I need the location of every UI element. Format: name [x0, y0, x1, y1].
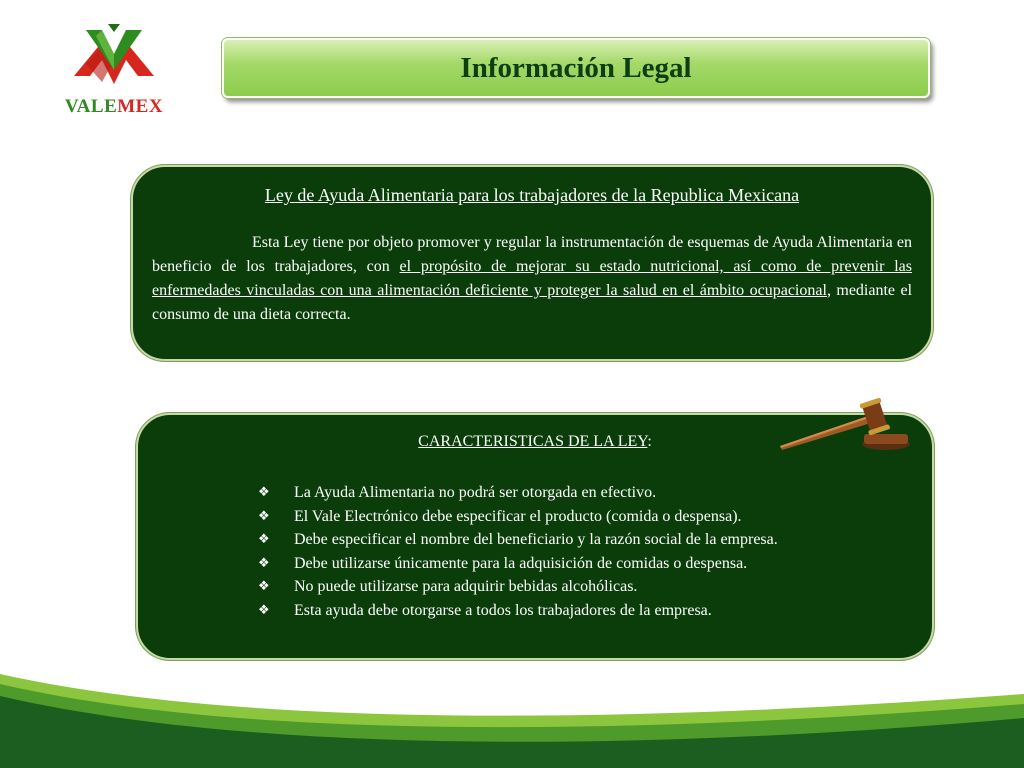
- list-item-text: Debe utilizarse únicamente para la adquisición de comidas o despensa.: [294, 554, 748, 572]
- bullet-diamond-icon: ❖: [258, 532, 270, 548]
- valemex-logo: [62, 24, 166, 124]
- list-item: [258, 552, 778, 576]
- bottom-wave-decoration: [0, 660, 1024, 768]
- law-description-underlined: el propósito de mejorar su estado nutricional, así como de prevenir las enfermedades vinculadas con una alimentación deficiente y proteger la salud en el ámbito ocupacional: [152, 258, 913, 299]
- bullet-diamond-icon: ❖: [258, 485, 270, 500]
- list-item-text: Esta ayuda debe otorgarse a todos los trabajadores de la empresa.: [294, 601, 712, 619]
- characteristics-heading-text: CARACTERISTICAS DE LA LEY: [418, 433, 648, 450]
- characteristics-heading-colon: :: [647, 433, 652, 450]
- list-item-text: El Vale Electrónico debe especificar el producto (comida o despensa).: [294, 507, 742, 525]
- logo-text: [62, 96, 166, 118]
- law-description: [152, 231, 912, 327]
- list-item: [258, 505, 778, 529]
- list-item-text: Debe especificar el nombre del beneficiario y la razón social de la empresa.: [294, 531, 778, 549]
- bullet-diamond-icon: ❖: [258, 602, 270, 618]
- gavel-icon: [778, 396, 914, 454]
- list-item: [258, 528, 778, 552]
- list-item: [258, 481, 778, 505]
- law-title: Ley de Ayuda Alimentaria para los trabajadores de la Republica Mexicana: [264, 185, 800, 205]
- logo-text-vale: VALE: [64, 96, 118, 117]
- list-item-text: La Ayuda Alimentaria no podrá ser otorgada en efectivo.: [294, 484, 657, 501]
- law-description-end: , mediante el consumo de una dieta correcta.: [152, 282, 913, 323]
- bullet-diamond-icon: ❖: [258, 555, 270, 571]
- valemex-logo-icon: [72, 24, 156, 92]
- logo-text-mex: MEX: [117, 96, 164, 117]
- law-description-start: Esta Ley tiene por objeto promover y regular la instrumentación de esquemas de Ayuda Alimentaria en beneficio de los trabajadores, con: [152, 234, 912, 275]
- law-description-panel: [131, 165, 933, 361]
- bullet-diamond-icon: ❖: [258, 508, 270, 524]
- list-item-text: No puede utilizarse para adquirir bebidas alcohólicas.: [294, 578, 638, 596]
- title-banner: [222, 38, 930, 98]
- page-title: Información Legal: [460, 51, 692, 84]
- bullet-diamond-icon: ❖: [258, 579, 270, 595]
- characteristics-list: [258, 481, 778, 623]
- list-item: [258, 599, 778, 623]
- list-item: [258, 575, 778, 599]
